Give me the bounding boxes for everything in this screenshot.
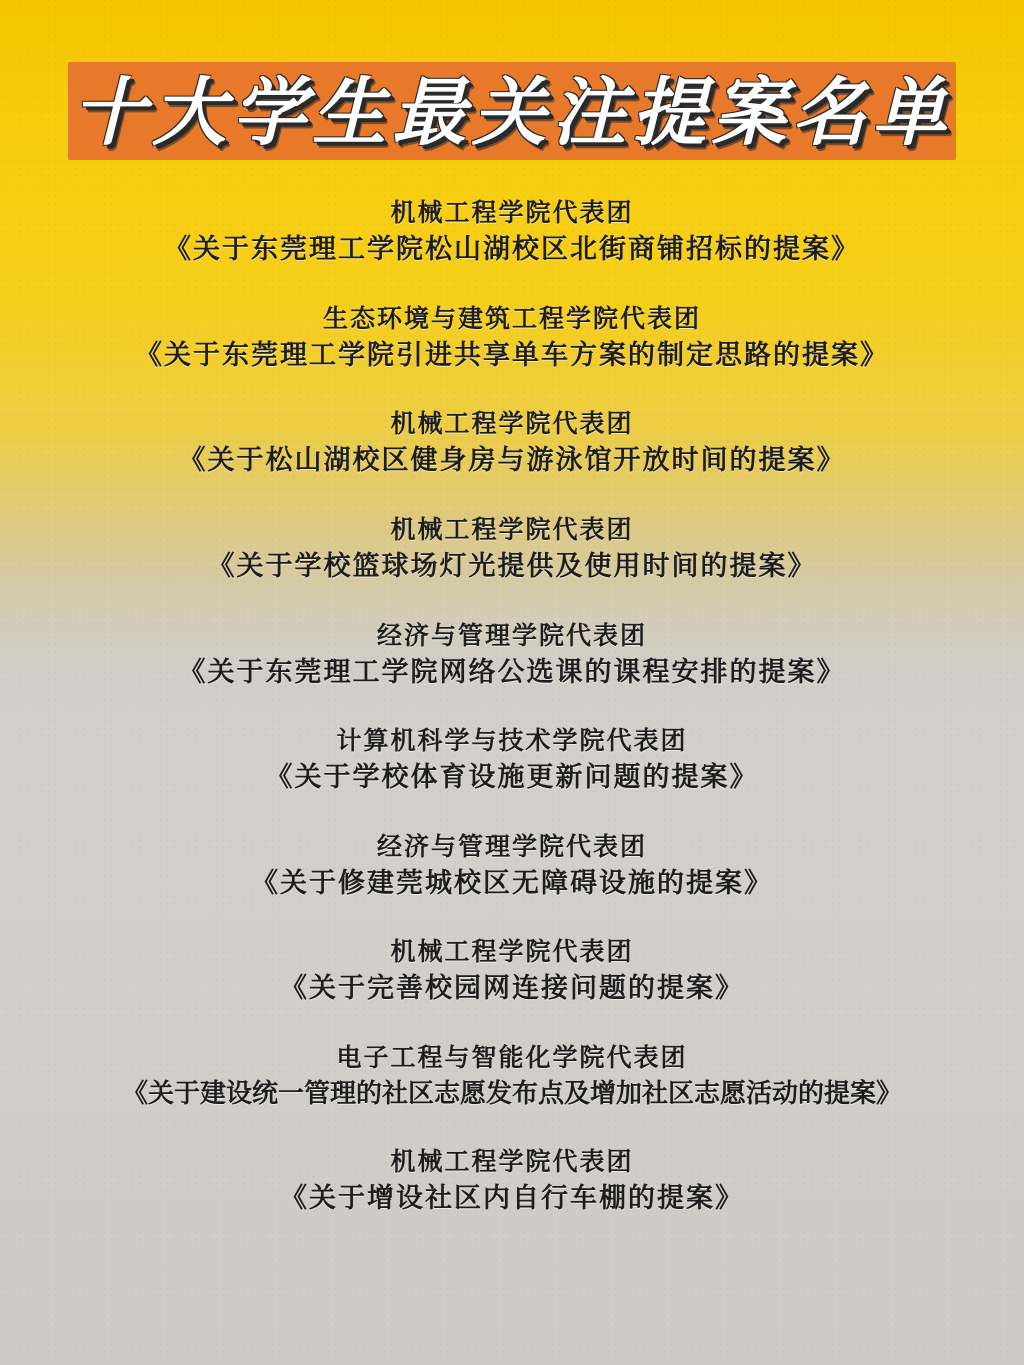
list-item xyxy=(8,724,1016,796)
proposal-title: 《关于学校篮球场灯光提供及使用时间的提案》 xyxy=(207,550,817,582)
proposal-title: 《关于东莞理工学院网络公选课的课程安排的提案》 xyxy=(178,656,846,688)
proposal-org: 机械工程学院代表团 xyxy=(390,1147,634,1177)
proposal-title: 《关于学校体育设施更新问题的提案》 xyxy=(265,762,759,794)
proposal-org: 经济与管理学院代表团 xyxy=(376,831,647,861)
proposal-title: 《关于增设社区内自行车棚的提案》 xyxy=(280,1183,744,1215)
list-item xyxy=(8,513,1016,585)
list-item xyxy=(8,935,1016,1007)
proposal-org: 电子工程与智能化学院代表团 xyxy=(336,1043,688,1072)
proposal-list xyxy=(0,196,1024,1251)
proposal-org: 机械工程学院代表团 xyxy=(390,409,634,439)
proposal-org: 机械工程学院代表团 xyxy=(390,937,634,967)
proposal-title: 《关于松山湖校区健身房与游泳馆开放时间的提案》 xyxy=(178,445,846,477)
proposal-title: 《关于东莞理工学院松山湖校区北街商铺招标的提案》 xyxy=(164,234,860,265)
list-item xyxy=(8,1041,1016,1111)
list-item xyxy=(8,407,1016,479)
list-item xyxy=(8,1145,1016,1217)
proposal-title: 《关于东莞理工学院引进共享单车方案的制定思路的提案》 xyxy=(135,339,889,371)
list-item xyxy=(8,830,1016,902)
page-title: 十大学生最关注提案名单 xyxy=(72,69,952,156)
list-item xyxy=(8,302,1016,374)
proposal-org: 机械工程学院代表团 xyxy=(390,514,634,544)
list-item xyxy=(8,619,1016,691)
list-item xyxy=(8,196,1016,268)
title-banner xyxy=(68,62,956,160)
proposal-org: 计算机科学与技术学院代表团 xyxy=(336,726,688,756)
proposal-org: 生态环境与建筑工程学院代表团 xyxy=(322,303,701,333)
proposal-title: 《关于建设统一管理的社区志愿发布点及增加社区志愿活动的提案》 xyxy=(121,1079,902,1109)
proposal-org: 经济与管理学院代表团 xyxy=(376,620,647,650)
proposal-title: 《关于修建莞城校区无障碍设施的提案》 xyxy=(251,867,773,899)
proposal-title: 《关于完善校园网连接问题的提案》 xyxy=(280,973,744,1005)
proposal-org: 机械工程学院代表团 xyxy=(390,198,634,227)
